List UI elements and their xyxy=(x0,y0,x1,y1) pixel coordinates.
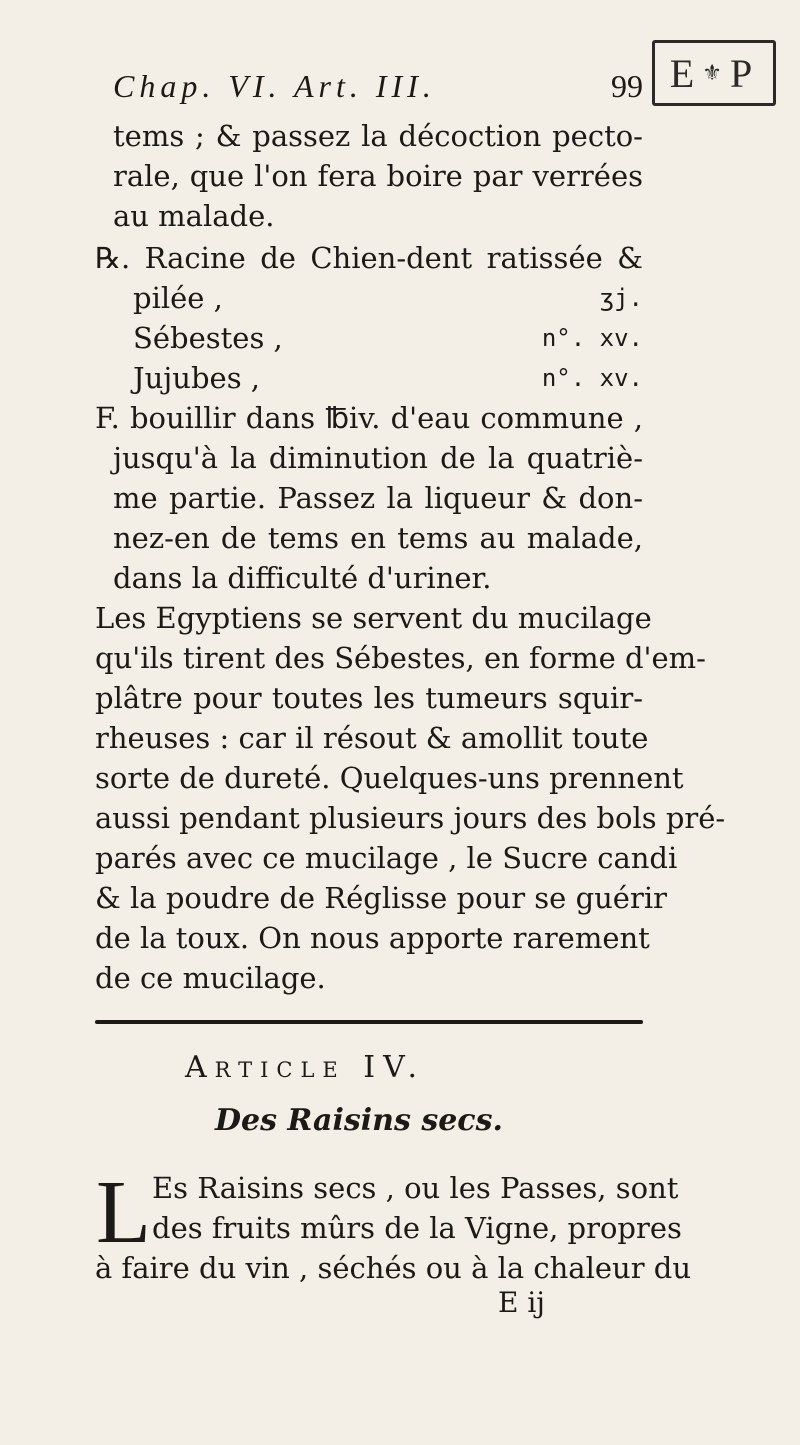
text-line: & la poudre de Réglisse pour se guérir xyxy=(95,881,667,915)
text-line: rale, que l'on fera boire par verrées xyxy=(113,159,643,193)
page-number: 99 xyxy=(611,68,643,104)
drop-cap: L xyxy=(96,1163,151,1262)
ingredient-quantity: n°. xv. xyxy=(541,324,643,352)
text-line: de ce mucilage. xyxy=(95,961,326,995)
ingredient-quantity: ʒj. xyxy=(599,284,643,312)
text-line: tems ; & passez la décoction pecto- xyxy=(113,119,643,153)
text-line: de la toux. On nous apporte rarement xyxy=(95,921,650,955)
library-stamp xyxy=(652,40,776,106)
recipe-row xyxy=(133,318,643,358)
text-line: sorte de dureté. Quelques-uns prennent xyxy=(95,761,684,795)
text-line: Es Raisins secs , ou les Passes, sont xyxy=(152,1171,679,1205)
text-line: Les Egyptiens se servent du mucilage xyxy=(95,601,652,635)
text-line: jusqu'à la diminution de la quatriè- xyxy=(113,441,643,475)
text-line: aussi pendant plusieurs jours des bols pré- xyxy=(95,801,726,835)
article-heading: Article IV. xyxy=(185,1050,426,1085)
signature-mark: E ij xyxy=(498,1286,545,1319)
article-subtitle: Des Raisins secs. xyxy=(215,1103,503,1138)
stamp-letter-left: E xyxy=(669,50,701,96)
text-line: parés avec ce mucilage , le Sucre candi xyxy=(95,841,678,875)
text-line: à faire du vin , séchés ou à la chaleur du xyxy=(95,1251,692,1285)
seal-icon: ⚜ xyxy=(702,60,728,85)
text-line: plâtre pour toutes les tumeurs squir- xyxy=(95,681,643,715)
text-line: qu'ils tirent des Sébestes, en forme d'em- xyxy=(95,641,706,675)
text-line: dans la difficulté d'uriner. xyxy=(113,561,492,595)
text-line: rheuses : car il résout & amollit toute xyxy=(95,721,649,755)
recipe-row xyxy=(133,358,643,398)
text-line: des fruits mûrs de la Vigne, propres xyxy=(152,1211,682,1245)
text-line: F. bouillir dans ℔iv. d'eau commune , xyxy=(95,401,643,435)
text-line: nez-en de tems en tems au malade, xyxy=(113,521,643,555)
text-line: au malade. xyxy=(113,199,275,233)
section-divider xyxy=(95,1020,643,1024)
ingredient-name: Sébestes , xyxy=(133,321,283,355)
recipe-row xyxy=(133,278,643,318)
text-line: me partie. Passez la liqueur & don- xyxy=(113,481,643,515)
ingredient-quantity: n°. xv. xyxy=(541,364,643,392)
stamp-letter-right: P xyxy=(729,50,759,96)
ingredient-name: pilée , xyxy=(133,281,223,315)
chapter-heading: Chap. VI. Art. III. xyxy=(113,68,436,104)
recipe-intro: ℞. Racine de Chien-dent ratissée & xyxy=(95,241,643,275)
ingredient-name: Jujubes , xyxy=(133,361,261,395)
running-head xyxy=(113,68,643,116)
